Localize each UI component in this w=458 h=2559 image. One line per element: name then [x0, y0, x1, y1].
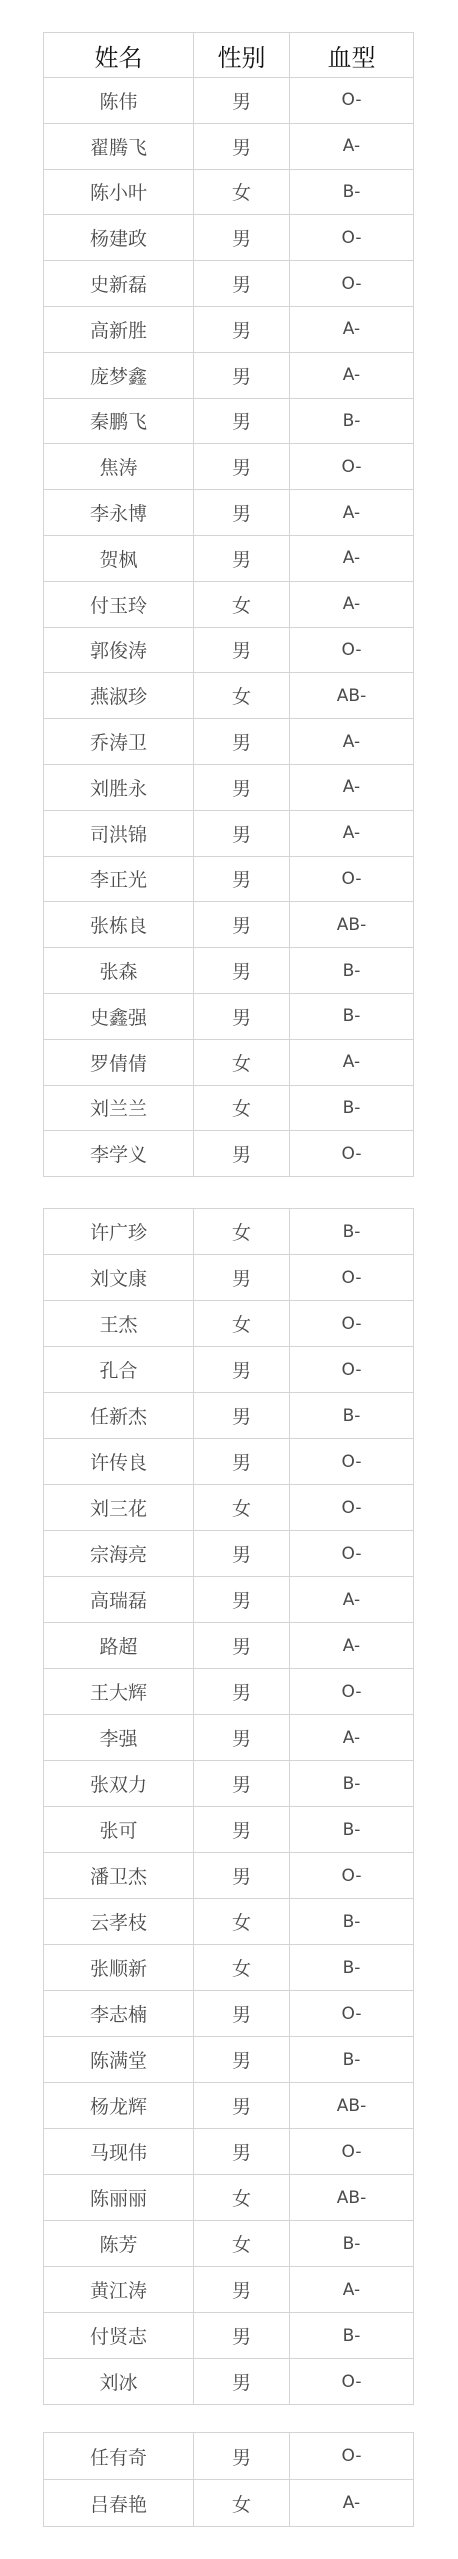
blood-type-cell: B-	[290, 2037, 414, 2083]
name-cell: 陈小叶	[44, 169, 194, 215]
blood-type-cell: O-	[290, 444, 414, 490]
name-cell: 李永博	[44, 490, 194, 536]
blood-type-cell: A-	[290, 2480, 414, 2527]
blood-type-cell: A-	[290, 1623, 414, 1669]
table-row	[44, 1439, 414, 1485]
blood-type-cell: B-	[290, 2313, 414, 2359]
name-cell: 任有奇	[44, 2433, 194, 2480]
gender-cell: 男	[194, 444, 290, 490]
table-row	[44, 1301, 414, 1347]
name-column-header: 姓名	[44, 33, 194, 78]
name-cell: 杨龙辉	[44, 2083, 194, 2129]
name-cell: 陈芳	[44, 2221, 194, 2267]
blood-type-cell: A-	[290, 306, 414, 352]
name-cell: 罗倩倩	[44, 1039, 194, 1085]
gender-cell: 男	[194, 535, 290, 581]
gender-cell: 男	[194, 993, 290, 1039]
table-row	[44, 581, 414, 627]
table-row	[44, 1131, 414, 1177]
name-cell: 李志楠	[44, 1991, 194, 2037]
name-cell: 黄江涛	[44, 2267, 194, 2313]
gender-cell: 男	[194, 1669, 290, 1715]
blood-type-cell: O-	[290, 1347, 414, 1393]
table-row	[44, 993, 414, 1039]
gender-cell: 男	[194, 490, 290, 536]
name-cell: 王大辉	[44, 1669, 194, 1715]
gender-cell: 女	[194, 2175, 290, 2221]
name-cell: 焦涛	[44, 444, 194, 490]
blood-type-cell: A-	[290, 581, 414, 627]
table-row	[44, 948, 414, 994]
table-row	[44, 490, 414, 536]
table-row	[44, 1991, 414, 2037]
gender-cell: 男	[194, 902, 290, 948]
blood-type-cell: O-	[290, 261, 414, 307]
blood-type-table-final	[43, 2432, 414, 2527]
blood-type-cell: O-	[290, 1669, 414, 1715]
gender-cell: 男	[194, 627, 290, 673]
table-row	[44, 1531, 414, 1577]
blood-type-cell: B-	[290, 1899, 414, 1945]
blood-type-cell: O-	[290, 627, 414, 673]
blood-type-cell: A-	[290, 719, 414, 765]
name-cell: 秦鹏飞	[44, 398, 194, 444]
blood-type-cell: AB-	[290, 902, 414, 948]
gender-cell: 男	[194, 123, 290, 169]
name-cell: 乔涛卫	[44, 719, 194, 765]
table-row	[44, 1761, 414, 1807]
gender-cell: 男	[194, 856, 290, 902]
table-row	[44, 398, 414, 444]
gender-cell: 男	[194, 2129, 290, 2175]
gender-cell: 女	[194, 673, 290, 719]
table-row	[44, 1715, 414, 1761]
table-row	[44, 1945, 414, 1991]
gender-cell: 女	[194, 1085, 290, 1131]
name-cell: 高瑞磊	[44, 1577, 194, 1623]
blood-type-cell: B-	[290, 1945, 414, 1991]
blood-type-cell: AB-	[290, 2083, 414, 2129]
table-row	[44, 2267, 414, 2313]
blood-type-cell: A-	[290, 2267, 414, 2313]
blood-type-cell: A-	[290, 1577, 414, 1623]
gender-cell: 男	[194, 1255, 290, 1301]
name-cell: 陈满堂	[44, 2037, 194, 2083]
gender-cell: 女	[194, 581, 290, 627]
name-cell: 王杰	[44, 1301, 194, 1347]
name-cell: 高新胜	[44, 306, 194, 352]
table-row	[44, 2037, 414, 2083]
name-cell: 燕淑珍	[44, 673, 194, 719]
gender-cell: 男	[194, 1991, 290, 2037]
gender-cell: 男	[194, 1853, 290, 1899]
blood-type-cell: O-	[290, 1301, 414, 1347]
blood-type-cell: O-	[290, 1439, 414, 1485]
blood-type-cell: B-	[290, 1393, 414, 1439]
gender-cell: 男	[194, 78, 290, 124]
name-cell: 路超	[44, 1623, 194, 1669]
table-row	[44, 810, 414, 856]
gender-cell: 男	[194, 2267, 290, 2313]
table-row	[44, 1669, 414, 1715]
blood-type-cell: B-	[290, 1761, 414, 1807]
gender-cell: 男	[194, 1807, 290, 1853]
gender-cell: 女	[194, 1301, 290, 1347]
name-cell: 李学义	[44, 1131, 194, 1177]
blood-type-table-continued	[43, 1208, 414, 2405]
gender-cell: 男	[194, 1623, 290, 1669]
name-cell: 刘文康	[44, 1255, 194, 1301]
blood-type-cell: O-	[290, 78, 414, 124]
table-row	[44, 764, 414, 810]
gender-cell: 男	[194, 1761, 290, 1807]
name-cell: 贺枫	[44, 535, 194, 581]
blood-type-cell: A-	[290, 352, 414, 398]
table-row	[44, 902, 414, 948]
table-row	[44, 123, 414, 169]
table-row	[44, 215, 414, 261]
blood-type-cell: AB-	[290, 2175, 414, 2221]
blood-type-cell: A-	[290, 764, 414, 810]
table-row	[44, 444, 414, 490]
table-row	[44, 1853, 414, 1899]
table-row	[44, 673, 414, 719]
name-cell: 马现伟	[44, 2129, 194, 2175]
table-row	[44, 2221, 414, 2267]
blood-type-cell: A-	[290, 535, 414, 581]
table-row	[44, 1209, 414, 1255]
blood-type-cell: B-	[290, 1085, 414, 1131]
table-row	[44, 2175, 414, 2221]
name-cell: 许广珍	[44, 1209, 194, 1255]
table-row	[44, 1485, 414, 1531]
table-row	[44, 2359, 414, 2405]
gender-cell: 女	[194, 1209, 290, 1255]
name-cell: 李正光	[44, 856, 194, 902]
blood-type-cell: O-	[290, 856, 414, 902]
gender-cell: 男	[194, 2037, 290, 2083]
gender-cell: 男	[194, 1439, 290, 1485]
table-row	[44, 1255, 414, 1301]
table-row	[44, 306, 414, 352]
blood-type-cell: O-	[290, 2433, 414, 2480]
gender-cell: 男	[194, 2083, 290, 2129]
table-row	[44, 78, 414, 124]
gender-cell: 男	[194, 810, 290, 856]
blood-type-cell: B-	[290, 1209, 414, 1255]
blood-type-table	[43, 32, 414, 1177]
blood-type-cell: B-	[290, 398, 414, 444]
blood-type-cell: B-	[290, 1807, 414, 1853]
gender-cell: 女	[194, 1485, 290, 1531]
name-cell: 许传良	[44, 1439, 194, 1485]
blood-type-cell: AB-	[290, 673, 414, 719]
blood-type-column-header: 血型	[290, 33, 414, 78]
blood-type-cell: O-	[290, 2129, 414, 2175]
blood-type-cell: O-	[290, 1131, 414, 1177]
name-cell: 张可	[44, 1807, 194, 1853]
name-cell: 张双力	[44, 1761, 194, 1807]
table-row	[44, 1577, 414, 1623]
table-row	[44, 2083, 414, 2129]
name-cell: 李强	[44, 1715, 194, 1761]
blood-type-cell: B-	[290, 993, 414, 1039]
name-cell: 宗海亮	[44, 1531, 194, 1577]
gender-cell: 男	[194, 719, 290, 765]
table-row	[44, 352, 414, 398]
gender-cell: 女	[194, 2221, 290, 2267]
gender-cell: 男	[194, 261, 290, 307]
table-row	[44, 2433, 414, 2480]
gender-cell: 女	[194, 1945, 290, 1991]
table-row	[44, 1899, 414, 1945]
table-row	[44, 1393, 414, 1439]
blood-type-cell: A-	[290, 1039, 414, 1085]
name-cell: 史鑫强	[44, 993, 194, 1039]
name-cell: 刘三花	[44, 1485, 194, 1531]
gender-cell: 男	[194, 1393, 290, 1439]
table-row	[44, 1085, 414, 1131]
table-row	[44, 535, 414, 581]
blood-type-cell: A-	[290, 123, 414, 169]
name-cell: 刘胜永	[44, 764, 194, 810]
table-row	[44, 261, 414, 307]
gender-cell: 女	[194, 1039, 290, 1085]
table-row	[44, 1347, 414, 1393]
gender-cell: 男	[194, 1715, 290, 1761]
name-cell: 杨建政	[44, 215, 194, 261]
blood-type-cell: O-	[290, 2359, 414, 2405]
gender-cell: 女	[194, 1899, 290, 1945]
gender-cell: 女	[194, 2480, 290, 2527]
name-cell: 刘兰兰	[44, 1085, 194, 1131]
table-row	[44, 2480, 414, 2527]
gender-cell: 男	[194, 2359, 290, 2405]
name-cell: 翟腾飞	[44, 123, 194, 169]
name-cell: 吕春艳	[44, 2480, 194, 2527]
blood-type-cell: O-	[290, 1991, 414, 2037]
gender-cell: 男	[194, 1531, 290, 1577]
blood-type-cell: B-	[290, 169, 414, 215]
name-cell: 任新杰	[44, 1393, 194, 1439]
table-row	[44, 2313, 414, 2359]
name-cell: 郭俊涛	[44, 627, 194, 673]
gender-cell: 男	[194, 2313, 290, 2359]
blood-type-cell: A-	[290, 490, 414, 536]
table-row	[44, 856, 414, 902]
gender-cell: 男	[194, 352, 290, 398]
table-row	[44, 627, 414, 673]
name-cell: 张顺新	[44, 1945, 194, 1991]
name-cell: 付贤志	[44, 2313, 194, 2359]
gender-cell: 男	[194, 1131, 290, 1177]
blood-type-cell: A-	[290, 1715, 414, 1761]
blood-type-cell: O-	[290, 1531, 414, 1577]
name-cell: 孔合	[44, 1347, 194, 1393]
name-cell: 庞梦鑫	[44, 352, 194, 398]
gender-cell: 女	[194, 169, 290, 215]
table-row	[44, 2129, 414, 2175]
table-row	[44, 1623, 414, 1669]
gender-cell: 男	[194, 398, 290, 444]
table-row	[44, 169, 414, 215]
name-cell: 陈伟	[44, 78, 194, 124]
table-row	[44, 1807, 414, 1853]
gender-cell: 男	[194, 306, 290, 352]
blood-type-cell: B-	[290, 948, 414, 994]
table-row	[44, 1039, 414, 1085]
blood-type-cell: O-	[290, 1255, 414, 1301]
name-cell: 刘冰	[44, 2359, 194, 2405]
gender-cell: 男	[194, 948, 290, 994]
gender-column-header: 性别	[194, 33, 290, 78]
blood-type-cell: O-	[290, 215, 414, 261]
name-cell: 张栋良	[44, 902, 194, 948]
name-cell: 陈丽丽	[44, 2175, 194, 2221]
blood-type-cell: A-	[290, 810, 414, 856]
table-row	[44, 719, 414, 765]
name-cell: 付玉玲	[44, 581, 194, 627]
name-cell: 潘卫杰	[44, 1853, 194, 1899]
name-cell: 云孝枝	[44, 1899, 194, 1945]
gender-cell: 男	[194, 764, 290, 810]
gender-cell: 男	[194, 1347, 290, 1393]
name-cell: 司洪锦	[44, 810, 194, 856]
name-cell: 张森	[44, 948, 194, 994]
blood-type-cell: O-	[290, 1853, 414, 1899]
gender-cell: 男	[194, 1577, 290, 1623]
gender-cell: 男	[194, 2433, 290, 2480]
name-cell: 史新磊	[44, 261, 194, 307]
table-header-row	[44, 33, 414, 78]
blood-type-cell: O-	[290, 1485, 414, 1531]
gender-cell: 男	[194, 215, 290, 261]
blood-type-cell: B-	[290, 2221, 414, 2267]
